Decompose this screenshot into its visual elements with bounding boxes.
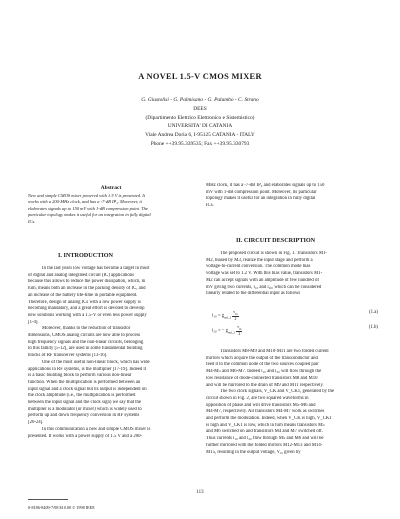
abstract-heading: Abstract [100, 185, 122, 191]
eq-den: 2 [238, 331, 241, 336]
eq-num-sub: in [239, 326, 242, 331]
text-line: In the last years low voltage has become a target in most [42, 266, 150, 271]
text-line: and M6 switched on and transistors M4 and M7 switched off. [206, 429, 323, 435]
text-line: an increase of the battery life-time in portable equipment. [28, 292, 138, 298]
text-line: input signal and a clock signal but its output is independent on [28, 386, 147, 392]
text-line: [1-4]. [28, 319, 39, 325]
authors: G. Giustolisi - G. Palmisano - G. Palumbo - C. Strano [141, 97, 259, 103]
text-line: the clock amplitude (i.e., the multiplication is performed [28, 393, 136, 399]
eq-fraction [236, 325, 242, 336]
text-line: perform up and down frequency conversion in RF systems [28, 413, 140, 419]
eq-num-sub: in [235, 311, 238, 316]
paper-title: A NOVEL 1.5-V CMOS MIXER [138, 72, 262, 81]
text-line: M4-M7, respectively. All transistors M4-M7 work as switches [206, 409, 325, 415]
circuit-body-2 [206, 349, 378, 456]
text-line: Transistors M8-M9 and M10-M11 are two folded current [220, 349, 329, 354]
text-line: Thus currents i₁₀ and i₂₀ flow through M5 and M6 and will be [206, 436, 324, 442]
text-line: voltage was set to 1.2 V. With this bias value, transistors M1- [206, 271, 323, 277]
text-line: The two clock signals, V_CK and V_CK1, generated by the [220, 389, 334, 395]
text-line: feed it to the common node of the two sources coupled pair [206, 362, 319, 368]
text-line: In this communication a new and simple CMOS mixer is [42, 426, 151, 432]
eq-tag: (1.a) [369, 310, 378, 315]
text-line: is a basic building block to perform various non-linear [28, 373, 132, 379]
affiliation-block [0, 96, 400, 149]
text-line: function. When the multiplication is performed between an [28, 379, 141, 385]
eq-tag: (1.b) [368, 325, 378, 330]
eq-lhs: i₂₀ = − g [212, 328, 229, 334]
eq-num: v [233, 310, 236, 314]
text-line: M4-M5 and M6-M7. Indeed i₁₀ and i₂₀ will flow through the [206, 369, 322, 375]
copyright-footer: 0-8186-8409-7/98 $10.00 © 1998 IEEE [28, 505, 95, 510]
text-line: [20-24]. [28, 420, 44, 426]
text-line: high frequency signals and the non-linear circuits, belonging [28, 339, 144, 345]
eq-sub: m1,2 [224, 315, 232, 320]
eq-sub: m1,2 [228, 330, 235, 335]
abstract-line: works with a 200-MHz clock, and has a -7-dB IP₃. Moreover, it [28, 199, 142, 205]
text-line: and will be mirrored to the drain of M9 and M11 respectively. [206, 382, 324, 388]
text-line: and perform the modulation. Indeed, when V_CK is high, V_CK1 [206, 416, 332, 422]
page-number: 113 [196, 490, 204, 495]
text-line: M2, biased by M3, realize the input stage and perform a [206, 257, 313, 263]
text-line: is high and V_CK1 is low, which in turn means transistors M5 [206, 422, 325, 428]
text-line: mV with 1-dB compression point. Moreover, its particular [206, 189, 317, 195]
dept-short: DEES [193, 105, 207, 112]
intro-body [28, 266, 198, 440]
circuit-body-1 [206, 251, 378, 298]
eq-lhs: i₁₀ = g [212, 313, 225, 319]
text-line: M15, resulting in the output voltage, V₀, given by [206, 449, 301, 455]
text-line: mirrors which acquire the output of the transconductor and [206, 355, 318, 361]
university: UNIVERSITA' DI CATANIA [167, 123, 233, 130]
equation-1b [212, 325, 378, 336]
text-line: ICs. [206, 203, 214, 209]
text-line: applications in RF systems, is the multiplier [17-19]. Indeed it [28, 366, 147, 372]
circuit-heading: II. CIRCUIT DESCRIPTION [236, 237, 316, 244]
abstract-line: elaborates signals up to 150 mV with 1-dB compression point. The [28, 205, 148, 211]
eq-fraction [232, 310, 238, 321]
abstract-body [28, 193, 194, 225]
eq-den: 2 [234, 316, 237, 321]
abstract-line: particular topology makes it useful for an integration in fully digital [28, 212, 151, 218]
footer-rule [28, 499, 68, 500]
text-line: M2 can accept signals with an amplitude of few hundred of [206, 277, 319, 283]
text-line: presented. It works with a power supply of 1.5 V and a 200- [28, 433, 143, 439]
dept-full: (Dipartimento Elettrico Elettronico e Sistemistico) [145, 114, 255, 121]
text-line: MHz clock, it has a -7-dB IP₃ and elaborates signals up to 150 [206, 183, 325, 188]
text-line: linearly related to the differential input as follows [206, 291, 301, 297]
address: Viale Andrea Doria 6, I-95125 CATANIA - ITALY [145, 132, 255, 139]
text-line: because this allows to reduce the power dissipation, which, in [28, 279, 146, 285]
text-line: turn, means both an increase in the packing density of IC, and [28, 286, 146, 292]
eq-num: v [237, 325, 240, 329]
right-top-text [206, 183, 378, 210]
abstract-line: ICs. [28, 218, 36, 224]
text-line: The proposed circuit is shown in Fig. 1. Transistors M1- [220, 251, 328, 256]
text-line: becoming mandatory, and a great effort is devoted to develop [28, 306, 145, 312]
text-line: voltage-to-current conversion. The common mode bias [206, 264, 311, 270]
phone-fax: Phone ++39.95.339535; Fax ++39.95.330793 [150, 140, 250, 147]
text-line: further mirrored with the folded mirrors M12-M13 and M14- [206, 442, 323, 448]
text-line: One of the most useful non-linear block, which has wide [42, 359, 150, 365]
text-line: topology makes it useful for an integration in fully digital [206, 196, 316, 202]
text-line: Moreover, thanks to the reduction of transistor [42, 326, 131, 332]
text-line: Therefore, design of analog ICs with a low power supply is [28, 299, 141, 305]
text-line: mV giving two currents, i₁₀ and i₂₀, which can be considered [206, 284, 322, 290]
text-line: dimensions, CMOS analog circuits are now able to process [28, 333, 141, 339]
abstract-line: New and simple CMOS mixer powered with 1.5 V is presented. It [28, 193, 145, 198]
text-line: new solutions working with a 1.5-V or even less power supply [28, 312, 147, 318]
text-line: between the input signal and the clock sign) we say that the [28, 400, 142, 406]
text-line: circuit shown in Fig. 2, are two squared waveforms in [206, 395, 309, 401]
text-line: low resistance of diode-connected transistors M8 and M10 [206, 375, 318, 381]
intro-heading: I. INTRODUCTION [58, 252, 114, 259]
text-line: to this family [5-12], are used in some fundamental building [28, 346, 143, 352]
text-line: of digital and analog integrated circuit (IC) applications [28, 272, 134, 278]
text-line: opposition of phase and will drive transistors M5-M6 and [206, 402, 316, 408]
text-line: multiplier is a modulator (or mixer) which is widely used to [28, 406, 142, 412]
text-line: blocks of RF transceiver systems [13-16]. [28, 353, 108, 359]
equation-1a [212, 310, 378, 321]
